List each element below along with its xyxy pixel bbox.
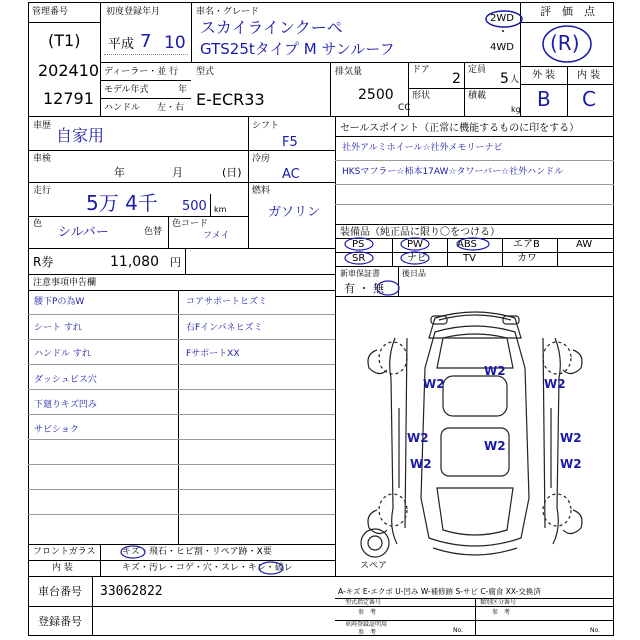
kg-label: kg: [511, 105, 521, 114]
mileage: 5万 4千: [86, 191, 158, 215]
equip-navi: ナビ: [407, 253, 427, 264]
dealer-label: ディーラー・並 行: [104, 67, 179, 77]
nin-label: 人: [510, 75, 520, 85]
note-right-3: FサポートXX: [186, 349, 240, 359]
shaken-nichi: (日): [222, 166, 242, 179]
grade: GTS25tタイプ M サンルーフ: [200, 40, 395, 58]
note-left-2: シート すれ: [34, 323, 82, 333]
windshield-label: フロントガラス: [33, 547, 96, 557]
kanri-code: (T1): [48, 31, 81, 50]
era: 平成: [108, 37, 135, 52]
equip-pw: PW: [407, 239, 423, 250]
reg-label: 登録番号: [38, 615, 82, 628]
chassis: 33062822: [100, 584, 163, 599]
car-name-label: 車名・グレード: [196, 7, 260, 17]
warranty: 有 ・ 無: [344, 282, 384, 295]
chassis-label: 車台番号: [38, 585, 82, 598]
note-left-1: 腰下Pの為W: [34, 297, 85, 307]
teiin: 5: [500, 71, 509, 87]
interior-label: 内 装: [52, 563, 73, 573]
damage-mark-center: W2: [484, 439, 506, 453]
interior-circle: [258, 561, 284, 575]
color-change-label: 色替: [144, 227, 163, 237]
int-label: 内 装: [577, 70, 601, 81]
drive-4wd: 4WD: [490, 42, 514, 53]
equip-aw: AW: [576, 239, 593, 250]
shift: F5: [282, 135, 298, 150]
handle-options: 左・右: [157, 103, 185, 113]
sanko-1: 参 考: [358, 609, 377, 616]
usage: 自家用: [56, 126, 105, 145]
model: E-ECR33: [196, 90, 265, 109]
drive-dot: ・: [498, 27, 508, 38]
color-code: フメイ: [203, 231, 230, 241]
color: シルバー: [58, 225, 109, 240]
color-label: 色: [33, 219, 43, 229]
damage-legend: A-キズ E-エクボ U-凹み W-補修跡 S-サビ C-腐食 XX-交換済: [338, 587, 541, 596]
disp-label: 排気量: [335, 67, 363, 77]
equip-circles: [335, 237, 615, 267]
kanri-number: 12791: [43, 89, 94, 108]
damage-mark-left-front: W2: [423, 377, 445, 391]
car-name: スカイラインクーペ: [200, 18, 343, 37]
sanko-2: 参 考: [492, 609, 511, 616]
equip-sr: SR: [352, 253, 366, 264]
fuel: ガソリン: [268, 205, 321, 220]
int-score: C: [582, 87, 596, 111]
drive-2wd: 2WD: [490, 13, 514, 24]
equip-leather: カワ: [517, 253, 537, 264]
damage-mark-right-rear: W2: [560, 457, 582, 471]
reg-year: 7: [140, 31, 152, 52]
eval-label: 評 価 点: [540, 5, 595, 18]
reg-cert-no-2: No.: [590, 627, 600, 634]
door: 2: [452, 71, 461, 87]
sales-line-1: 社外アルミホイール☆社外メモリーナビ: [342, 143, 503, 153]
sales-label: セールスポイント（正常に機能するものに印をする）: [340, 123, 580, 134]
note-left-5: 下廻りキズ凹み: [34, 400, 97, 410]
door-label: ドア: [412, 65, 430, 75]
recycle-value: 11,080: [110, 254, 159, 270]
damage-mark-right-door: W2: [560, 431, 582, 445]
first-reg-label: 初度登録年月: [106, 7, 161, 17]
color-code-label: 色コード: [172, 219, 209, 229]
yen-label: 円: [170, 256, 181, 269]
equip-ps: PS: [352, 239, 365, 250]
cc-label: CC: [398, 103, 411, 113]
kouzou-label: 型式指定番号: [345, 599, 382, 606]
ac: AC: [282, 167, 300, 182]
usage-label: 車歴: [33, 121, 52, 131]
km-label: km: [214, 205, 227, 214]
spare-label: スペア: [360, 561, 388, 571]
import-label: 後日品: [402, 269, 426, 278]
sales-line-2: HKSマフラー☆柿本17AW☆タワーバー☆社外ハンドル: [342, 167, 564, 177]
warranty-circle: [376, 280, 400, 296]
handle-label: ハンドル: [104, 103, 141, 113]
shift-label: シフト: [252, 121, 280, 131]
note-left-3: ハンドル すれ: [34, 349, 91, 359]
reg-month: 10: [164, 33, 186, 53]
ac-label: 冷房: [252, 154, 271, 164]
reg-cert-no: No.: [453, 627, 463, 634]
shaken-nen: 年: [114, 166, 125, 179]
recycle-label: R券: [33, 255, 54, 269]
sekisai-label: 積載: [468, 91, 487, 101]
damage-mark-left-door: W2: [407, 431, 429, 445]
equip-label: 装備品（純正品に限り〇をつける）: [340, 227, 500, 238]
reg-cert-label: 車両登録証明用: [345, 621, 388, 628]
model-label: 型式: [196, 67, 215, 77]
ruibetsu-label: 類別区分番号: [480, 599, 517, 606]
warranty-label: 新車保証書: [340, 269, 380, 278]
damage-mark-roof: W2: [484, 364, 506, 378]
model-year-label: モデル年式: [104, 85, 149, 95]
equip-tv: TV: [463, 253, 476, 264]
note-right-1: コアサポートヒズミ: [186, 297, 268, 307]
note-left-4: ダッシュビス穴: [34, 375, 97, 385]
kanri-label: 管理番号: [32, 7, 69, 17]
damage-mark-left-rear: W2: [410, 457, 432, 471]
shaken-label: 車検: [33, 154, 52, 164]
nen-label: 年: [178, 85, 188, 95]
note-left-6: サビショク: [34, 425, 79, 435]
windshield-circle: [120, 545, 146, 559]
windshield-text: キズ・飛石・ヒビ割・リペア跡・X要: [122, 547, 272, 557]
damage-mark-right-front: W2: [544, 377, 566, 391]
fuel-label: 燃料: [252, 186, 271, 196]
notes-label: 注意事項申告欄: [33, 278, 97, 288]
keijo-label: 形状: [412, 91, 431, 101]
mileage-sub: 500: [182, 199, 207, 214]
ext-label: 外 装: [532, 70, 556, 81]
equip-abs: ABS: [457, 239, 477, 250]
shaken-tsuki: 月: [172, 166, 183, 179]
sanko-3: 参 考: [358, 629, 377, 636]
score: (R): [550, 31, 580, 55]
equip-airbag: エアB: [513, 239, 540, 250]
mileage-label: 走行: [33, 186, 52, 196]
ext-score: B: [537, 87, 551, 111]
disp: 2500: [358, 87, 394, 103]
note-right-2: 右Fインパネヒズミ: [186, 323, 263, 333]
teiin-label: 定員: [468, 65, 487, 75]
kanri-date: 202410: [38, 61, 100, 80]
interior-text: キズ・汚レ・コゲ・穴・スレ・キレ・破レ: [122, 563, 293, 573]
